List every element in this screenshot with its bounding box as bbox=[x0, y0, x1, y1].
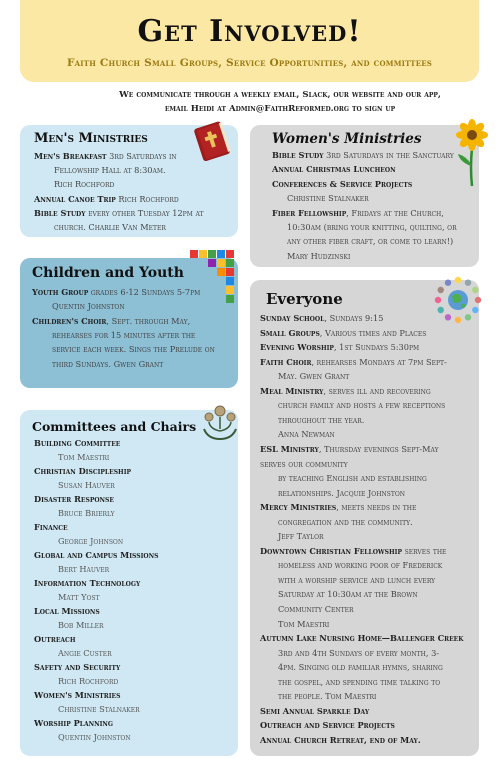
youth-line bbox=[52, 342, 215, 356]
person-figure bbox=[445, 280, 451, 286]
everyone-line bbox=[260, 704, 369, 718]
youth-line bbox=[52, 299, 125, 313]
committee-name: Building Committee bbox=[34, 438, 121, 448]
everyone-line bbox=[260, 384, 431, 398]
everyone-line bbox=[278, 529, 324, 543]
youth-item-text: grades 6-12 Sundays 5-7pm bbox=[88, 287, 201, 297]
everyone-line bbox=[260, 355, 447, 369]
person-figure bbox=[455, 317, 461, 323]
youth-item-name: Youth Group bbox=[32, 287, 89, 297]
everyone-item-name: Faith Choir bbox=[260, 356, 312, 367]
mens-line bbox=[34, 192, 179, 206]
everyone-item-text: congregation and the community. bbox=[278, 516, 413, 527]
committee-name: Worship Planning bbox=[34, 718, 113, 728]
everyone-item-name: Mercy Ministries bbox=[260, 502, 337, 513]
youth-item-text: Quentin Johnston bbox=[52, 301, 125, 312]
youth-line bbox=[52, 328, 195, 342]
committee-name: Christian Discipleship bbox=[34, 466, 132, 476]
everyone-line bbox=[260, 326, 426, 340]
person-figure bbox=[465, 280, 471, 286]
mens-item-name: Men's Breakfast bbox=[34, 151, 107, 161]
everyone-line bbox=[278, 646, 439, 660]
everyone-line bbox=[278, 369, 349, 383]
blocks-icon bbox=[188, 250, 238, 304]
intro-line: We communicate through a weekly email, Slack, our website and our app, bbox=[119, 90, 441, 100]
mens-item-text: Rich Rochford bbox=[115, 193, 179, 204]
everyone-item-text: Tom Maestri bbox=[278, 618, 330, 629]
mens-item-text: church. Charlie Van Meter bbox=[54, 222, 166, 232]
everyone-item-text: relationships. Jacquie Johnston bbox=[278, 487, 405, 498]
mens-item-text: Rich Rochford bbox=[54, 179, 115, 190]
everyone-item-text: the gospel, and spending time talking to bbox=[278, 676, 441, 687]
everyone-item-text: , rehearses Mondays at 7pm Sept- bbox=[311, 356, 447, 367]
committees-section bbox=[20, 410, 238, 756]
womens-line bbox=[272, 148, 454, 162]
youth-line bbox=[32, 285, 200, 299]
mens-line bbox=[54, 220, 166, 234]
youth-line bbox=[52, 357, 163, 371]
womens-line bbox=[287, 191, 369, 205]
womens-item-text: Mary Hudzinski bbox=[287, 250, 351, 261]
everyone-item-text: serves our community bbox=[260, 458, 348, 469]
everyone-line bbox=[278, 573, 435, 587]
everyone-item-text: serves the bbox=[402, 545, 447, 556]
everyone-item-text: church family and hosts a few receptions bbox=[278, 400, 446, 411]
youth-item-text: rehearses for 15 minutes after the bbox=[52, 329, 196, 340]
everyone-line bbox=[260, 457, 348, 471]
everyone-line bbox=[278, 413, 364, 427]
everyone-line bbox=[278, 602, 354, 616]
everyone-line bbox=[278, 675, 440, 689]
everyone-line bbox=[260, 442, 439, 456]
everyone-item-text: homeless and working poor of Frederick bbox=[278, 560, 443, 571]
committee-chair: Quentin Johnston bbox=[58, 732, 131, 742]
womens-line bbox=[272, 206, 444, 220]
youth-item-text: , Sept. through May, bbox=[106, 315, 191, 326]
everyone-item-text: , Thursday evenings Sept-May bbox=[318, 443, 439, 454]
womens-item-name: Annual Christmas Luncheon bbox=[272, 164, 396, 175]
everyone-section bbox=[250, 280, 479, 756]
children-youth-title: Children and Youth bbox=[32, 265, 184, 281]
everyone-item-name: Sunday School bbox=[260, 313, 325, 323]
mens-item-text: Fellowship Hall at 8:30am. bbox=[54, 165, 166, 176]
everyone-line bbox=[278, 515, 413, 529]
committee-name: Global and Campus Missions bbox=[34, 550, 159, 560]
everyone-line bbox=[278, 427, 335, 441]
everyone-item-text: , Sundays 9:15 bbox=[324, 313, 384, 323]
everyone-item-text: May. Gwen Grant bbox=[278, 371, 350, 382]
youth-item-text: service each week. Sings the Prelude on bbox=[52, 344, 215, 355]
everyone-line bbox=[278, 558, 442, 572]
person-figure bbox=[472, 287, 478, 293]
committee-name: Safety and Security bbox=[34, 662, 121, 672]
womens-item-name: Fiber Fellowship bbox=[272, 207, 347, 218]
mens-line bbox=[54, 177, 114, 191]
committee-name: Disaster Response bbox=[34, 494, 114, 504]
people-hands-icon bbox=[200, 403, 240, 443]
mens-ministries-title: Men's Ministries bbox=[34, 131, 148, 146]
everyone-line bbox=[260, 311, 383, 325]
header-banner bbox=[20, 0, 479, 82]
everyone-item-text: , meets needs in the bbox=[336, 502, 417, 513]
committee-chair: Bob Miller bbox=[58, 620, 104, 630]
person-figure bbox=[438, 287, 444, 293]
committee-chair: Susan Hauver bbox=[58, 480, 115, 490]
youth-item-text: third Sundays. Gwen Grant bbox=[52, 358, 164, 369]
everyone-item-name: Downtown Christian Fellowship bbox=[260, 545, 402, 556]
committee-chair: Christine Stalnaker bbox=[58, 704, 140, 714]
page-title: Get Involved! bbox=[137, 14, 362, 49]
everyone-item-text: , Various times and Places bbox=[319, 327, 427, 338]
mens-item-text: 3rd Saturdays in bbox=[106, 151, 177, 161]
everyone-item-name: ESL Ministry bbox=[260, 443, 319, 454]
committee-chair: Bert Hauver bbox=[58, 564, 110, 574]
intro-text bbox=[80, 88, 480, 116]
committees-title: Committees and Chairs bbox=[32, 419, 197, 434]
everyone-line bbox=[260, 631, 463, 645]
womens-item-text: Christine Stalnaker bbox=[287, 193, 369, 204]
committee-chair: Matt Yost bbox=[58, 592, 100, 602]
everyone-item-text: Saturday at 10:30am at the Brown bbox=[278, 589, 418, 600]
sunflower-icon bbox=[452, 118, 492, 188]
youth-line bbox=[32, 314, 190, 328]
everyone-line bbox=[260, 544, 446, 558]
everyone-line bbox=[278, 660, 443, 674]
page-subtitle: Faith Church Small Groups, Service Opportunities, and committees bbox=[66, 57, 433, 69]
bible-icon bbox=[190, 118, 236, 164]
mens-item-text: every other Tuesday 12pm at bbox=[85, 207, 204, 218]
everyone-item-text: Community Center bbox=[278, 604, 354, 614]
person-figure bbox=[435, 297, 441, 303]
committee-name: Finance bbox=[34, 522, 68, 532]
womens-item-text: any other fiber craft, or come to learn!) bbox=[287, 236, 454, 247]
intro-line: email Heidi at Admin@FaithReformed.org to sign up bbox=[164, 104, 396, 114]
everyone-line bbox=[260, 500, 416, 514]
womens-item-text: 10:30am (bring your knitting, quilting, or bbox=[287, 222, 457, 232]
youth-item-name: Children's Choir bbox=[32, 315, 107, 326]
everyone-item-name: Evening Worship bbox=[260, 342, 334, 353]
mens-line bbox=[54, 163, 166, 177]
womens-item-name: Bible Study bbox=[272, 150, 324, 160]
everyone-item-text: Anna Newman bbox=[278, 429, 335, 440]
everyone-item-text: 3rd and 4th Sundays of every month, 3- bbox=[278, 647, 440, 658]
everyone-line bbox=[260, 340, 419, 354]
mens-line bbox=[34, 206, 203, 220]
everyone-item-text: with a worship service and lunch every bbox=[278, 574, 436, 585]
committee-name: Outreach bbox=[34, 634, 76, 644]
everyone-item-text: 4pm. Singing old familiar hymns, sharing bbox=[278, 662, 443, 673]
everyone-item-text: Jeff Taylor bbox=[278, 531, 324, 542]
committee-chair: Tom Maestri bbox=[58, 452, 110, 462]
committee-chair: George Johnson bbox=[58, 536, 124, 546]
everyone-item-name: Semi Annual Sparkle Day bbox=[260, 705, 370, 716]
person-figure bbox=[472, 307, 478, 313]
womens-ministries-title: Women's Ministries bbox=[272, 131, 422, 147]
womens-item-text: , Fridays at the Church, bbox=[346, 207, 444, 218]
everyone-line bbox=[260, 718, 395, 732]
everyone-line bbox=[278, 471, 427, 485]
womens-ministries-section bbox=[250, 125, 479, 267]
mens-item-name: Annual Canoe Trip bbox=[34, 193, 116, 204]
committee-name: Local Missions bbox=[34, 606, 100, 616]
everyone-item-name: Small Groups bbox=[260, 327, 320, 338]
person-figure bbox=[445, 314, 451, 320]
everyone-item-text: , 1st Sundays 5:30pm bbox=[333, 342, 420, 353]
person-figure bbox=[465, 314, 471, 320]
womens-item-name: Conferences & Service Projects bbox=[272, 178, 413, 189]
person-figure bbox=[475, 297, 481, 303]
womens-line bbox=[272, 162, 396, 176]
womens-line bbox=[287, 249, 350, 263]
everyone-line bbox=[278, 587, 418, 601]
everyone-title: Everyone bbox=[266, 290, 343, 308]
womens-line bbox=[287, 234, 453, 248]
mens-line bbox=[34, 149, 177, 163]
everyone-item-text: the people. Tom Maestri bbox=[278, 691, 377, 702]
everyone-item-name: Outreach and Service Projects bbox=[260, 720, 395, 731]
everyone-line bbox=[278, 617, 329, 631]
everyone-item-text: throughout the year. bbox=[278, 414, 365, 425]
everyone-item-name: Autumn Lake Nursing Home—Ballenger Creek bbox=[260, 633, 464, 644]
everyone-item-name: Annual Church Retreat, end of May. bbox=[260, 734, 421, 745]
mens-item-name: Bible Study bbox=[34, 207, 86, 218]
everyone-line bbox=[260, 733, 421, 747]
everyone-item-text: by teaching English and establishing bbox=[278, 473, 427, 484]
committee-chair: Bruce Brierly bbox=[58, 508, 115, 518]
everyone-item-text: , serves ill and recovering bbox=[323, 385, 431, 396]
everyone-line bbox=[278, 689, 376, 703]
everyone-line bbox=[278, 486, 405, 500]
womens-line bbox=[272, 177, 412, 191]
committee-name: Women's Ministries bbox=[34, 690, 121, 700]
committee-chair: Angie Custer bbox=[58, 648, 112, 658]
committee-name: Information Technology bbox=[34, 578, 141, 588]
womens-line bbox=[287, 220, 457, 234]
person-figure bbox=[438, 307, 444, 313]
person-figure bbox=[455, 277, 461, 283]
globe-hands-icon bbox=[432, 274, 484, 326]
everyone-item-name: Meal Ministry bbox=[260, 385, 324, 396]
everyone-line bbox=[278, 398, 445, 412]
womens-item-text: 3rd Saturdays in the Sanctuary bbox=[323, 150, 454, 160]
committee-chair: Rich Rochford bbox=[58, 676, 119, 686]
